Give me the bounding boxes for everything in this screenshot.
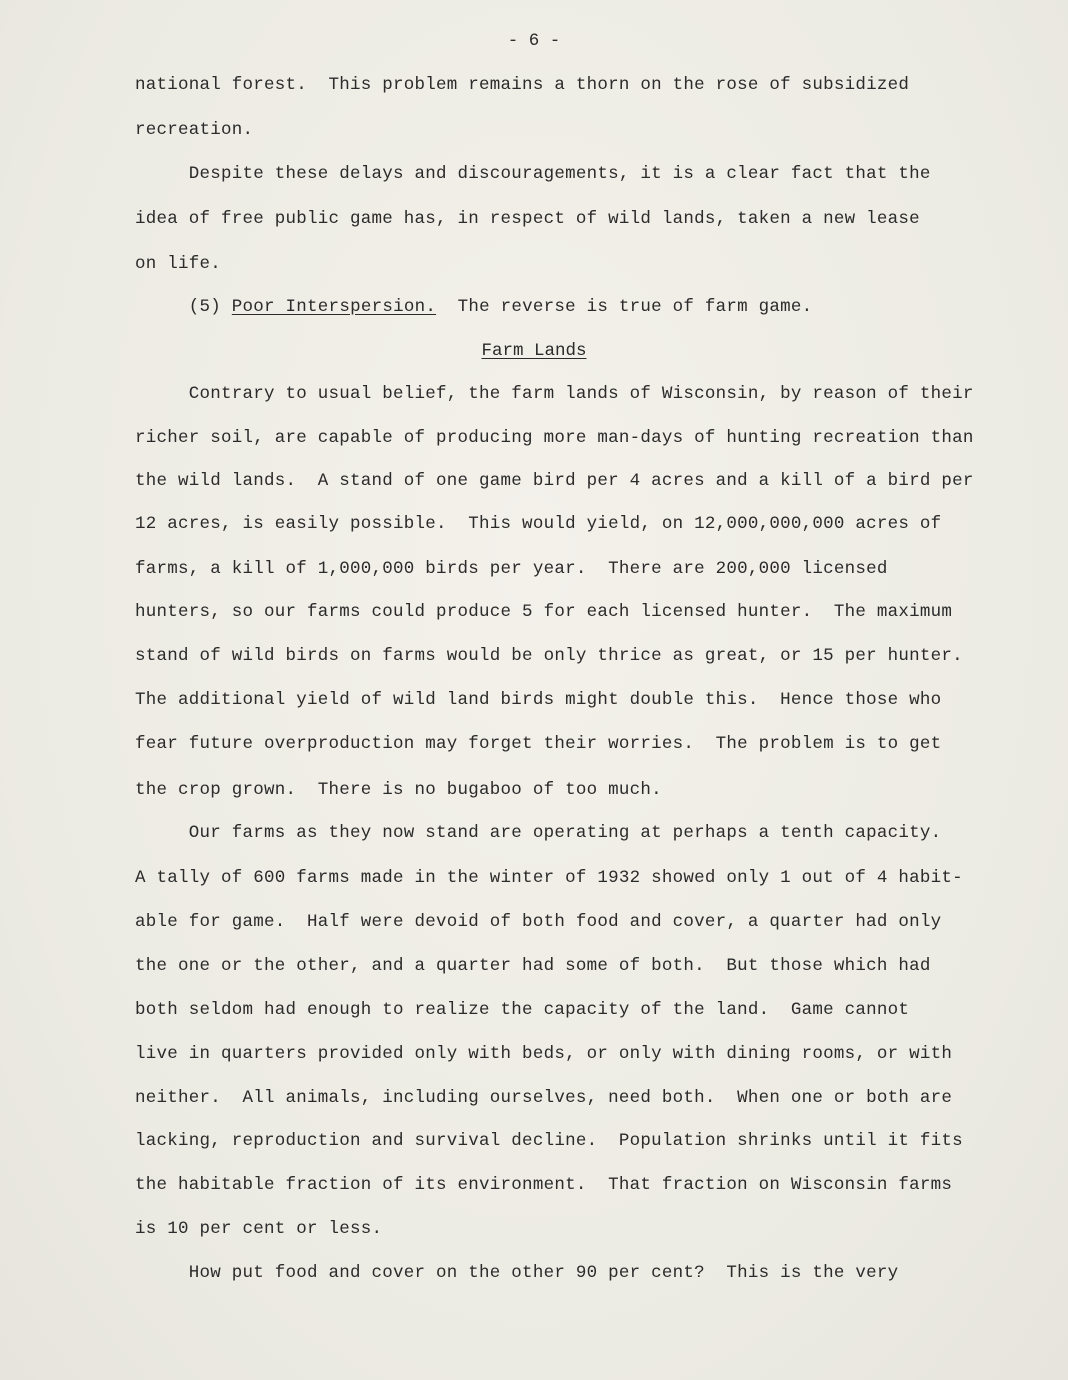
text-line: live in quarters provided only with beds, or only with dining rooms, or with — [135, 1044, 953, 1064]
text-line: national forest. This problem remains a thorn on the rose of subsidized — [135, 75, 910, 95]
text-line: the wild lands. A stand of one game bird per 4 acres and a kill of a bird per — [135, 471, 974, 491]
text-line: on life. — [135, 254, 222, 274]
section-text: The reverse is true of farm game. — [457, 297, 813, 317]
text-line: stand of wild birds on farms would be only thrice as great, or 15 per hunter. — [135, 646, 963, 666]
text-line: able for game. Half were devoid of both food and cover, a quarter had only — [135, 912, 942, 932]
text-line: the one or the other, and a quarter had some of both. But those which had — [135, 956, 931, 976]
text-line: neither. All animals, including ourselves, need both. When one or both are — [135, 1088, 953, 1108]
text-line: The additional yield of wild land birds might double this. Hence those who — [135, 690, 942, 710]
text-line: the crop grown. There is no bugaboo of too much. — [135, 780, 662, 800]
text-line: 12 acres, is easily possible. This would yield, on 12,000,000,000 acres of — [135, 514, 942, 534]
section-5-line — [135, 296, 812, 318]
subheading: Farm Lands — [481, 341, 587, 361]
text-line: Despite these delays and discouragements, it is a clear fact that the — [135, 164, 931, 184]
text-line: richer soil, are capable of producing more man-days of hunting recreation than — [135, 428, 974, 448]
text-line: recreation. — [135, 120, 254, 140]
text-line: farms, a kill of 1,000,000 birds per year. There are 200,000 licensed — [135, 559, 888, 579]
text-line: How put food and cover on the other 90 per cent? This is the very — [135, 1263, 899, 1283]
section-number: (5) — [188, 297, 222, 317]
text-line: both seldom had enough to realize the capacity of the land. Game cannot — [135, 1000, 910, 1020]
text-line: is 10 per cent or less. — [135, 1219, 383, 1239]
text-line: hunters, so our farms could produce 5 for each licensed hunter. The maximum — [135, 602, 953, 622]
text-line: A tally of 600 farms made in the winter of 1932 showed only 1 out of 4 habit- — [135, 868, 963, 888]
section-heading: Poor Interspersion. — [231, 297, 437, 317]
text-line: the habitable fraction of its environment. That fraction on Wisconsin farms — [135, 1175, 953, 1195]
text-line: Our farms as they now stand are operating at perhaps a tenth capacity. — [135, 823, 942, 843]
text-line: Contrary to usual belief, the farm lands of Wisconsin, by reason of their — [135, 384, 974, 404]
text-line: fear future overproduction may forget their worries. The problem is to get — [135, 734, 942, 754]
page-number: - 6 - — [507, 31, 561, 51]
text-line: lacking, reproduction and survival decline. Population shrinks until it fits — [135, 1131, 963, 1151]
text-line: idea of free public game has, in respect of wild lands, taken a new lease — [135, 209, 920, 229]
